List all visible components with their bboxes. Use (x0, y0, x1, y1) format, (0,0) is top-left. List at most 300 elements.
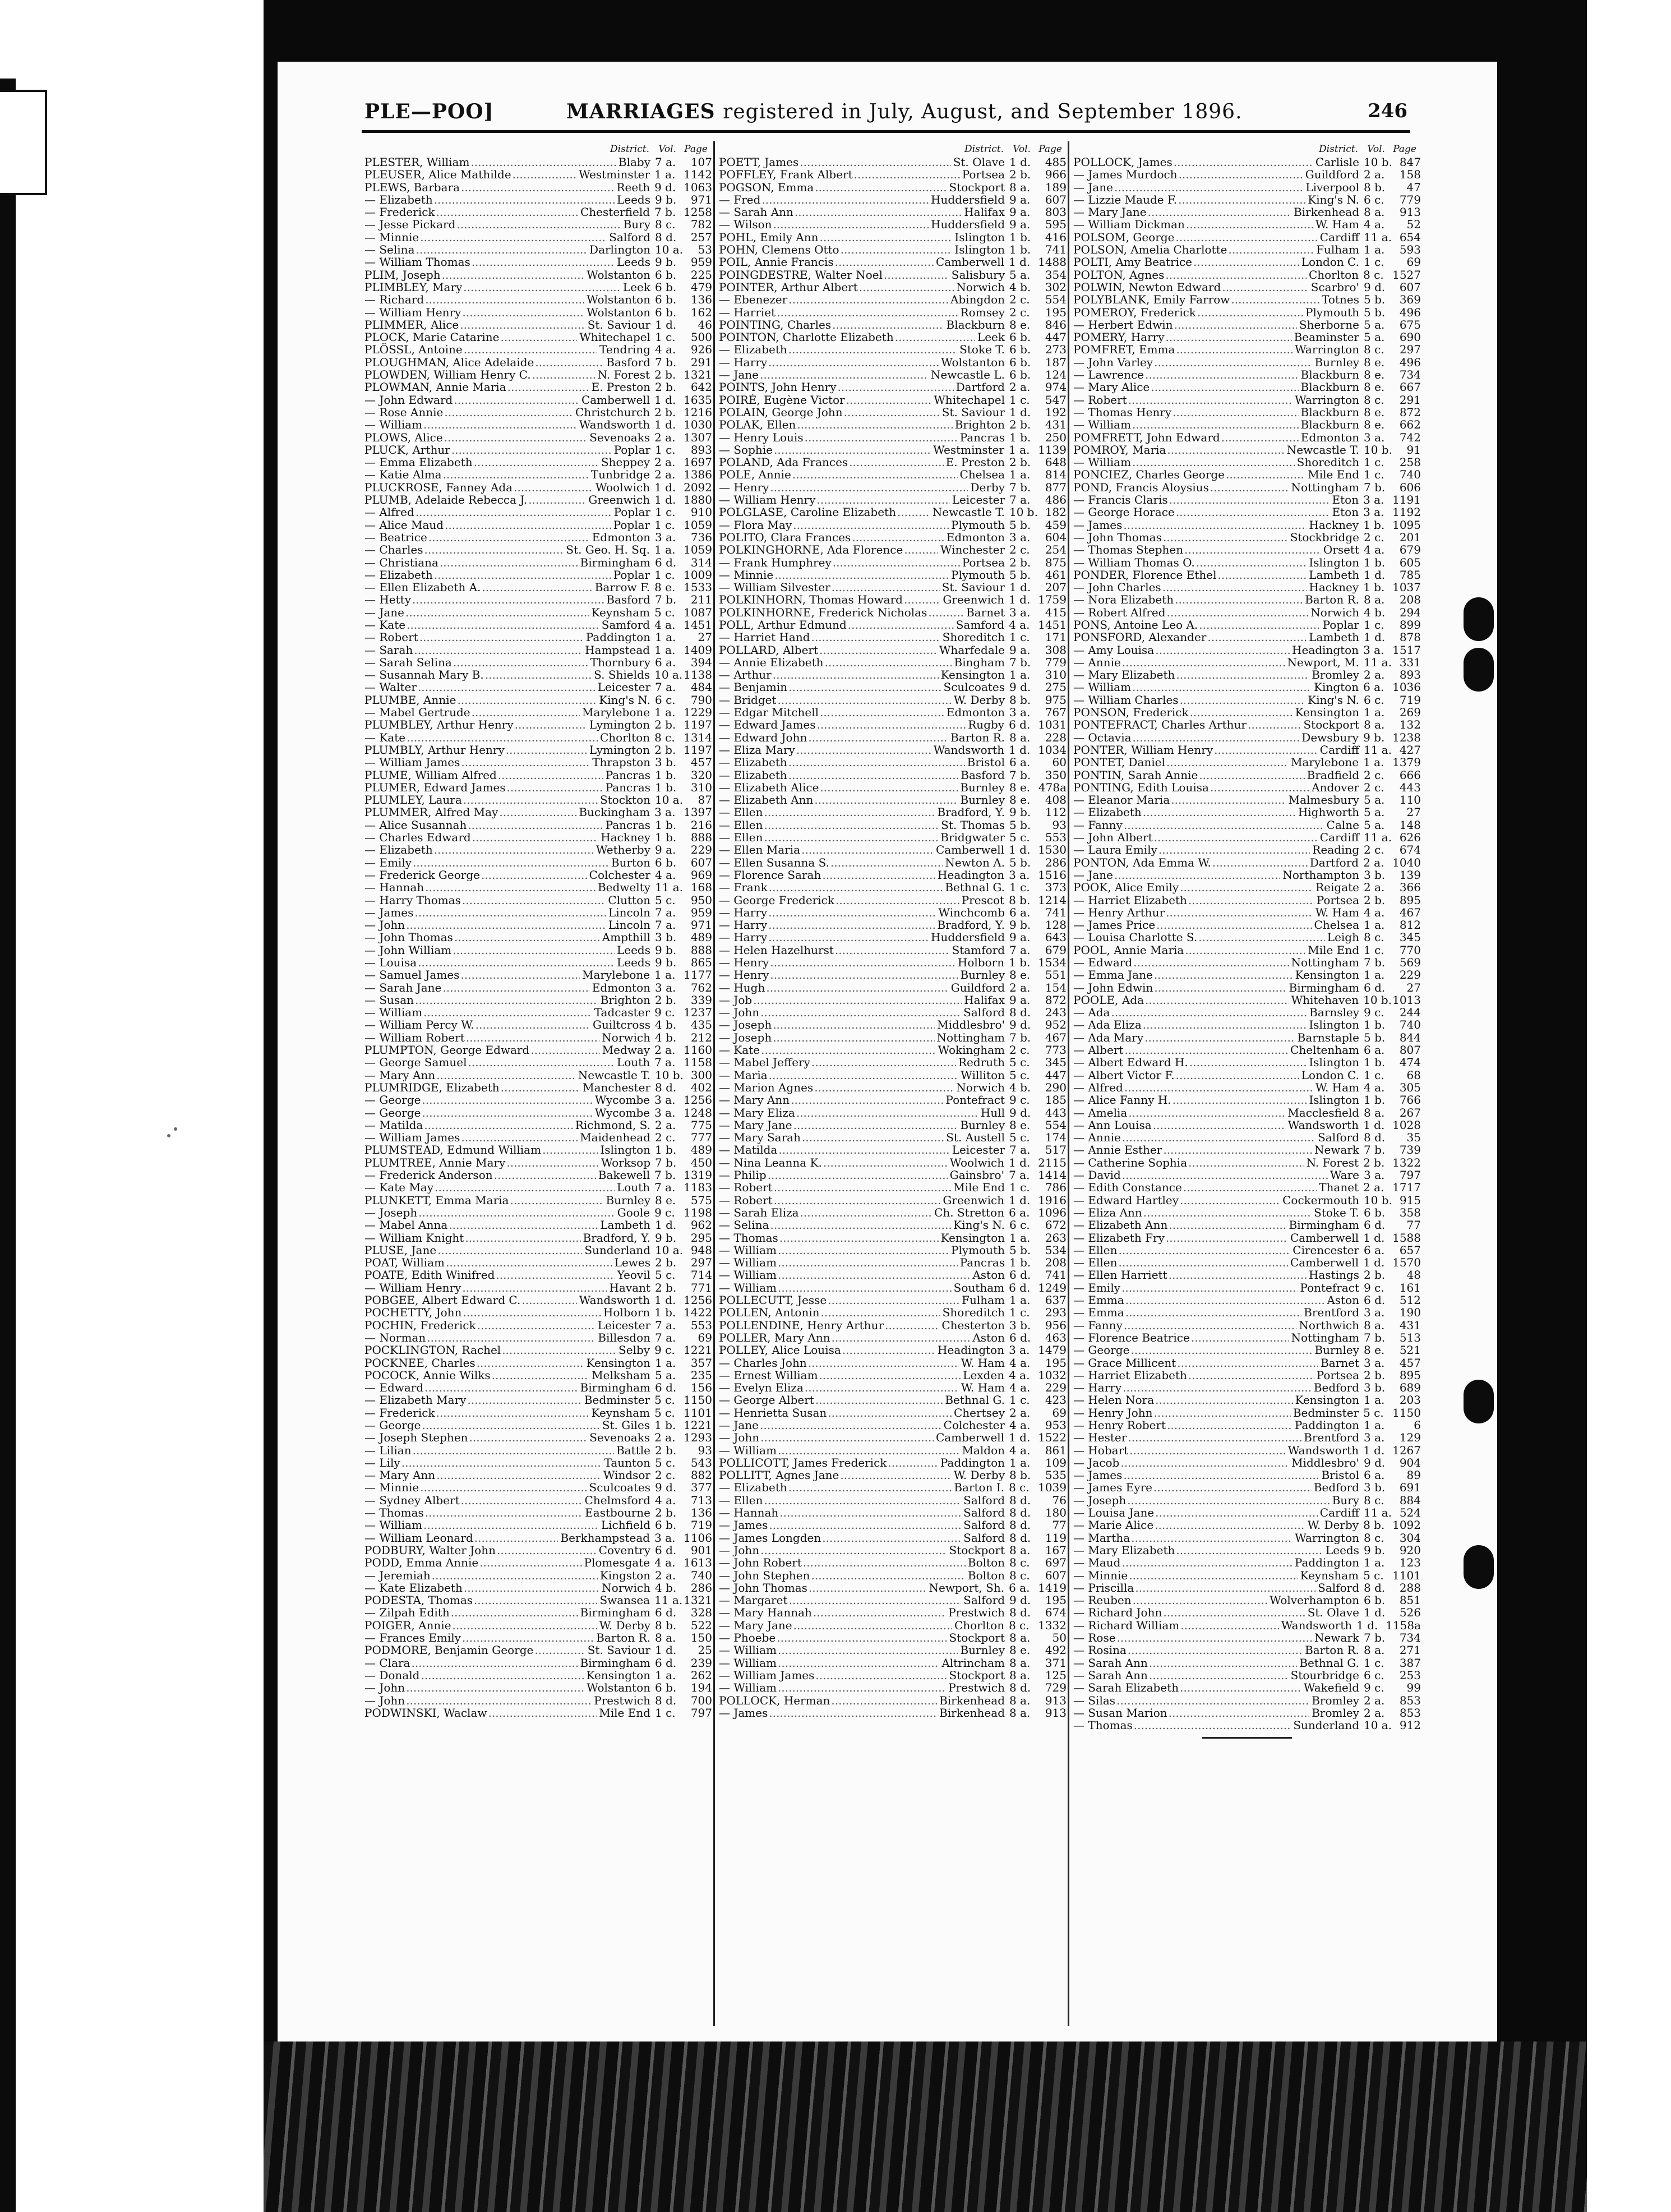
index-entry (1073, 243, 1421, 256)
entry-district: Burnley (958, 969, 1005, 981)
entry-district: Salford (961, 1532, 1005, 1544)
entry-page: 1322 (1392, 1155, 1421, 1169)
entry-page: 286 (1045, 855, 1067, 869)
entry-page: 1258 (684, 205, 712, 219)
index-entry (719, 356, 1067, 368)
index-entry (364, 1431, 712, 1444)
entry-volume: 2 b. (1009, 455, 1031, 469)
entry-page: 243 (1045, 1006, 1067, 1020)
entry-district: Wandsworth (1286, 1119, 1359, 1131)
entry-page: 626 (1399, 831, 1421, 845)
entry-page: 667 (1399, 380, 1421, 394)
index-entry (1073, 1107, 1421, 1119)
entry-page: 971 (690, 192, 712, 206)
index-entry (1073, 193, 1421, 206)
entry-name: POLLEN, Antonin ..... (719, 1306, 940, 1319)
entry-page: 286 (690, 1580, 712, 1595)
entry-volume: 2 a. (1364, 1706, 1385, 1720)
entry-name: — Florence Beatrice ..... (1073, 1331, 1289, 1344)
entry-volume: 2 a. (655, 1568, 676, 1582)
entry-district: Edmonton (944, 531, 1005, 543)
index-entry (364, 1494, 712, 1506)
entry-district: Barton R. (948, 731, 1005, 744)
entry-volume: 9 d. (1009, 1105, 1031, 1119)
entry-district: Taunton (602, 1457, 650, 1469)
index-entry (364, 1707, 712, 1719)
entry-page: 269 (1399, 706, 1421, 720)
entry-district: Headington (935, 1344, 1004, 1356)
entry-page: 447 (1045, 1068, 1067, 1082)
entry-district: Middlesbro' (1289, 1457, 1359, 1469)
entry-district: E. Preston (589, 381, 650, 393)
entry-page: 812 (1399, 918, 1421, 932)
index-entry (364, 1344, 712, 1356)
index-entry (719, 1232, 1067, 1244)
entry-volume: 1 d. (655, 1218, 677, 1232)
index-entry (364, 781, 712, 794)
entry-district: Guiltcross (590, 1019, 650, 1031)
entry-name: — Ada Eliza ..... (1073, 1019, 1307, 1031)
entry-name: POMROY, Maria ..... (1073, 444, 1285, 456)
entry-name: — Harry ..... (719, 931, 929, 943)
entry-district: Norwich (954, 1081, 1005, 1094)
entry-district: Blackburn (1299, 406, 1359, 418)
entry-volume: 4 a. (655, 1493, 676, 1507)
entry-district: Melksham (589, 1369, 650, 1381)
entry-district: Poplar (612, 444, 650, 456)
entry-district: Lincoln (606, 919, 650, 931)
entry-name: — Bridget ..... (719, 694, 952, 706)
entry-name: — Louisa Jane ..... (1073, 1506, 1318, 1519)
index-entry (364, 1506, 712, 1519)
entry-name: — Katie Alma ..... (364, 468, 589, 481)
entry-volume: 6 c. (1009, 1218, 1030, 1232)
entry-page: 228 (1045, 730, 1067, 744)
index-entry (719, 1369, 1067, 1381)
entry-volume: 7 a. (655, 1330, 676, 1344)
entry-page: 1142 (684, 168, 712, 182)
entry-district: Goole (615, 1206, 650, 1219)
entry-district: Newcastle L. (929, 368, 1005, 381)
entry-name: — Albert Victor F. ..... (1073, 1069, 1299, 1081)
entry-page: 547 (1045, 393, 1067, 407)
entry-volume: 2 b. (654, 368, 676, 382)
entry-name: PODMORE, Benjamin George ..... (364, 1644, 585, 1656)
entry-volume: 2 c. (1364, 843, 1384, 857)
entry-page: 729 (1045, 1681, 1067, 1695)
entry-district: Kensington (1293, 969, 1359, 981)
entry-page: 194 (690, 1681, 712, 1695)
entry-page: 679 (1399, 543, 1421, 557)
entry-name: — Walter ..... (364, 681, 596, 693)
entry-district: Edmonton (590, 531, 650, 543)
entry-volume: 9 a. (1009, 205, 1031, 219)
index-entry (1073, 1381, 1421, 1394)
index-entry (719, 606, 1067, 619)
entry-district: Guildford (1303, 168, 1359, 181)
entry-volume: 1 a. (1364, 1418, 1385, 1432)
index-entry (364, 1644, 712, 1656)
index-entry (719, 418, 1067, 431)
index-entry (1073, 306, 1421, 319)
entry-name: — Eliza Mary ..... (719, 744, 931, 756)
entry-name: — Mabel Gertrude ..... (364, 706, 580, 718)
entry-district: Hull (978, 1107, 1005, 1119)
entry-district: Norwich (1308, 606, 1359, 619)
entry-page: 535 (1045, 1468, 1067, 1482)
page-title (566, 100, 1243, 123)
entry-page: 1635 (684, 393, 712, 407)
entry-district: London C. (1299, 1069, 1359, 1081)
index-entry (364, 1194, 712, 1206)
entry-volume: 3 a. (654, 1093, 676, 1107)
index-entry (1073, 781, 1421, 794)
entry-page: 847 (1399, 155, 1421, 169)
entry-district: Bristol (1319, 1469, 1359, 1481)
entry-volume: 6 c. (655, 693, 676, 707)
entry-volume: 5 a. (655, 1368, 676, 1382)
entry-page: 1106 (684, 1531, 712, 1545)
entry-volume: 5 b. (1009, 518, 1031, 532)
index-entry (719, 519, 1067, 531)
entry-page: 459 (1045, 518, 1067, 532)
entry-name: — Ann Louisa ..... (1073, 1119, 1286, 1131)
entry-name: — Arthur ..... (719, 669, 939, 681)
entry-name: — Eliza Ann ..... (1073, 1206, 1312, 1219)
entry-volume: 9 b. (655, 956, 677, 969)
index-entry (364, 1331, 712, 1344)
entry-district: Mile End (597, 1707, 650, 1719)
entry-volume: 1 d. (1009, 1431, 1031, 1445)
entry-name: POHN, Clemens Otto ..... (719, 243, 952, 256)
index-entry (1073, 569, 1421, 581)
index-entry (364, 1319, 712, 1331)
index-entry (364, 1144, 712, 1156)
index-column (719, 141, 1067, 2026)
entry-page: 373 (1045, 881, 1067, 895)
entry-volume: 8 d. (655, 230, 677, 244)
entry-district: Sunderland (582, 1244, 650, 1256)
entry-volume: 6 b. (1364, 1593, 1386, 1607)
entry-page: 443 (1399, 780, 1421, 794)
entry-district: Wokingham (936, 1044, 1005, 1056)
entry-district: Aston (970, 1331, 1005, 1344)
entry-district: Poplar (612, 506, 650, 518)
entry-volume: 5 a. (1364, 818, 1385, 832)
entry-volume: 3 b. (1364, 1481, 1386, 1495)
entry-page: 443 (1045, 1105, 1067, 1119)
entry-name: — Edward ..... (364, 1381, 578, 1394)
entry-volume: 4 a. (1364, 1080, 1385, 1094)
index-entry (364, 206, 712, 218)
entry-district: St. Saviour (940, 581, 1005, 593)
entry-page: 294 (1399, 605, 1421, 619)
entry-name: — Robert ..... (719, 1194, 940, 1206)
entry-volume: 1 b. (1363, 518, 1385, 532)
entry-volume: 9 a. (1009, 993, 1031, 1007)
entry-district: Selby (616, 1344, 650, 1356)
entry-page: 700 (690, 1693, 712, 1707)
entry-name: PLÖSSL, Antoine ..... (364, 343, 597, 356)
page-header (364, 100, 1407, 133)
index-entry (364, 1219, 712, 1231)
index-entry (1073, 519, 1421, 531)
entry-district: Camberwell (934, 844, 1004, 856)
index-entry (719, 281, 1067, 293)
entry-page: 1092 (1392, 1518, 1421, 1532)
entry-name: — Emily ..... (364, 856, 609, 869)
index-entry (1073, 1369, 1421, 1381)
entry-page: 554 (1045, 293, 1067, 307)
entry-name: — Ellen ..... (719, 831, 938, 844)
index-entry (364, 1544, 712, 1556)
entry-page: 314 (690, 555, 712, 569)
entry-name: — Jesse Pickard ..... (364, 218, 621, 231)
entry-volume: 8 c. (655, 218, 676, 232)
entry-volume: 8 e. (1364, 355, 1385, 369)
entry-name: — Rose ..... (1073, 1632, 1312, 1644)
entry-district: Stockport (1301, 718, 1359, 731)
index-entry (719, 581, 1067, 593)
entry-name: — Christiana ..... (364, 556, 578, 569)
entry-volume: 4 a. (1364, 218, 1385, 232)
entry-page: 112 (1045, 805, 1067, 819)
entry-name: POCHIN, Frederick ..... (364, 1319, 596, 1331)
entry-volume: 1 a. (654, 543, 676, 557)
index-entry (364, 856, 712, 869)
entry-name: PONTON, Ada Emma W. ..... (1073, 856, 1308, 869)
entry-page: 136 (690, 293, 712, 307)
entry-page: 174 (1045, 1131, 1067, 1145)
index-entry (1073, 869, 1421, 881)
entry-district: Bedford (1312, 1381, 1359, 1394)
index-entry (719, 494, 1067, 506)
entry-district: Prestwich (946, 1681, 1005, 1694)
scan-bottom-edge (264, 2042, 1587, 2212)
entry-page: 899 (1399, 617, 1421, 632)
entry-volume: 1 a. (654, 168, 676, 182)
index-entry (1073, 669, 1421, 681)
entry-name: — Clara ..... (364, 1657, 578, 1669)
entry-page: 741 (1045, 905, 1067, 919)
entry-volume: 9 a. (1009, 643, 1031, 657)
entry-volume: 4 a. (1009, 1418, 1031, 1432)
entry-volume: 1 d. (1009, 255, 1031, 269)
index-entry (1073, 1131, 1421, 1144)
entry-page: 168 (690, 881, 712, 895)
entry-volume: 9 a. (655, 843, 676, 857)
entry-page: 229 (1045, 1381, 1067, 1395)
entry-name: — William Henry ..... (364, 1282, 607, 1294)
entry-district: Blackburn (1299, 381, 1359, 393)
index-entry (719, 1294, 1067, 1306)
entry-page: 719 (690, 1518, 712, 1532)
entry-name: POIL, Annie Francis ..... (719, 256, 934, 268)
entry-volume: 1 c. (1364, 1656, 1384, 1670)
index-entry (364, 1031, 712, 1044)
index-entry (364, 569, 712, 581)
index-entry (364, 731, 712, 744)
entry-district: Cheltenham (1288, 1044, 1359, 1056)
entry-page: 790 (690, 693, 712, 707)
entry-page: 52 (1406, 218, 1421, 232)
adjacent-page-fragment (0, 90, 47, 195)
entry-name: — James ..... (1073, 1469, 1319, 1481)
index-entry (719, 931, 1067, 943)
entry-volume: 2 b. (655, 1280, 677, 1294)
index-entry (364, 1282, 712, 1294)
entry-volume: 5 b. (1009, 855, 1031, 869)
entry-name: — Francis Claris ..... (1073, 494, 1330, 506)
entry-page: 216 (690, 818, 712, 832)
entry-page: 1030 (684, 418, 712, 432)
district-header: District. (1319, 144, 1358, 155)
entry-page: 920 (1399, 1543, 1421, 1557)
entry-name: — Harry ..... (719, 906, 936, 919)
entry-district: W. Ham (959, 1381, 1005, 1394)
entry-page: 415 (1045, 605, 1067, 619)
entry-district: Blackburn (944, 319, 1005, 331)
entry-volume: 3 a. (1364, 1431, 1385, 1445)
entry-district: Basford (604, 593, 650, 606)
entry-name: — Louisa ..... (364, 956, 615, 969)
entry-volume: 8 e. (1364, 380, 1385, 394)
index-entry (364, 1407, 712, 1419)
entry-name: — John ..... (364, 919, 606, 931)
entry-name: — Emma ..... (1073, 1306, 1301, 1319)
entry-volume: 1 c. (655, 443, 676, 457)
index-entry (1073, 894, 1421, 906)
entry-name: — Kate May ..... (364, 1181, 615, 1193)
entry-district: Warrington (1293, 394, 1359, 406)
entry-name: — Sarah Jane ..... (364, 981, 590, 994)
entry-volume: 8 b. (1364, 180, 1386, 194)
entry-name: — William ..... (719, 1244, 949, 1256)
entry-volume: 5 a. (1364, 317, 1385, 331)
index-entry (1073, 468, 1421, 481)
index-entry (364, 756, 712, 768)
entry-volume: 5 c. (654, 1405, 675, 1420)
entry-page: 901 (690, 1543, 712, 1557)
entry-page: 872 (1399, 405, 1421, 419)
entry-page: 959 (690, 905, 712, 919)
entry-volume: 1 c. (655, 330, 676, 344)
index-entry (719, 156, 1067, 168)
entry-name: PONTER, William Henry ..... (1073, 744, 1318, 756)
index-entry (364, 181, 712, 193)
entry-name: — William ..... (719, 1657, 939, 1669)
entry-name: — Jane ..... (1073, 181, 1303, 193)
page-header-label: Page (684, 144, 708, 155)
entry-page: 450 (690, 1155, 712, 1169)
entry-page: 180 (1045, 1506, 1067, 1520)
entry-volume: 3 a. (655, 980, 676, 994)
entry-page: 489 (690, 930, 712, 944)
entry-page: 435 (690, 1018, 712, 1032)
index-entry (364, 1681, 712, 1694)
entry-name: — Matilda ..... (719, 1144, 950, 1156)
entry-district: Sherborne (1297, 319, 1359, 331)
index-entry (364, 306, 712, 319)
index-entry (719, 1694, 1067, 1707)
entry-volume: 8 d. (1009, 1006, 1031, 1020)
entry-page: 1214 (1038, 893, 1067, 907)
entry-district: Bedminster (1291, 1407, 1359, 1419)
entry-name: PONSON, Frederick ..... (1073, 706, 1293, 718)
entry-volume: 3 b. (1364, 1381, 1386, 1395)
entry-name: — Herbert Edwin ..... (1073, 319, 1297, 331)
entry-page: 534 (1045, 1243, 1067, 1257)
index-entry (1073, 581, 1421, 593)
entry-volume: 3 a. (654, 1105, 676, 1119)
index-entry (719, 368, 1067, 381)
index-entry (364, 1657, 712, 1669)
entry-name: — Emma ..... (1073, 1294, 1324, 1306)
entry-page: 1488 (1038, 255, 1067, 269)
entry-page: 1267 (1392, 1443, 1421, 1457)
index-entry (1073, 456, 1421, 468)
entry-page: 300 (690, 1068, 712, 1082)
entry-name: PONTING, Edith Louisa ..... (1073, 781, 1309, 794)
entry-district: Wakefield (1301, 1681, 1359, 1694)
entry-name: — Jane ..... (719, 368, 929, 381)
index-entry (1073, 944, 1421, 956)
index-entry (364, 1256, 712, 1269)
index-entry (364, 806, 712, 818)
entry-name: — Jane ..... (364, 606, 589, 619)
index-entry (719, 844, 1067, 856)
index-entry (364, 243, 712, 256)
entry-volume: 7 a. (655, 680, 676, 694)
entry-district: London C. (1299, 256, 1359, 268)
entry-volume: 8 e. (1009, 1643, 1031, 1657)
entry-district: Burnley (958, 794, 1005, 806)
index-column (1073, 141, 1421, 2026)
index-entry (719, 1544, 1067, 1556)
entry-volume: 3 a. (1009, 868, 1030, 882)
column-header (719, 141, 1067, 156)
index-entry (1073, 931, 1421, 943)
entry-page: 607 (690, 855, 712, 869)
entry-district: Brentford (1301, 1306, 1359, 1319)
entry-volume: 5 b. (1009, 568, 1031, 582)
entry-district: Barton R. (594, 1632, 650, 1644)
entry-page: 517 (1045, 1143, 1067, 1157)
entry-name: — Robert ..... (719, 1181, 951, 1193)
entry-district: Huddersfield (929, 218, 1005, 231)
entry-name: — John ..... (719, 1006, 961, 1019)
index-entry (719, 1419, 1067, 1431)
entry-volume: 5 c. (654, 1393, 675, 1407)
entry-volume: 7 b. (655, 355, 677, 369)
entry-volume: 1 a. (1009, 468, 1031, 482)
entry-page: 211 (690, 593, 712, 607)
entry-volume: 4 a. (655, 868, 676, 882)
index-entry (719, 756, 1067, 768)
entry-page: 2115 (1038, 1155, 1067, 1169)
index-entry (364, 431, 712, 444)
index-entry (719, 1181, 1067, 1193)
entry-page: 1198 (684, 1205, 712, 1219)
entry-page: 293 (1045, 1306, 1067, 1320)
index-entry (364, 619, 712, 631)
index-entry (1073, 1306, 1421, 1319)
index-entry (1073, 1144, 1421, 1156)
index-entry (1073, 806, 1421, 818)
entry-volume: 1 d. (654, 418, 676, 432)
entry-name: — Evelyn Eliza ..... (719, 1381, 959, 1394)
entry-district: Malmesbury (1286, 794, 1359, 806)
